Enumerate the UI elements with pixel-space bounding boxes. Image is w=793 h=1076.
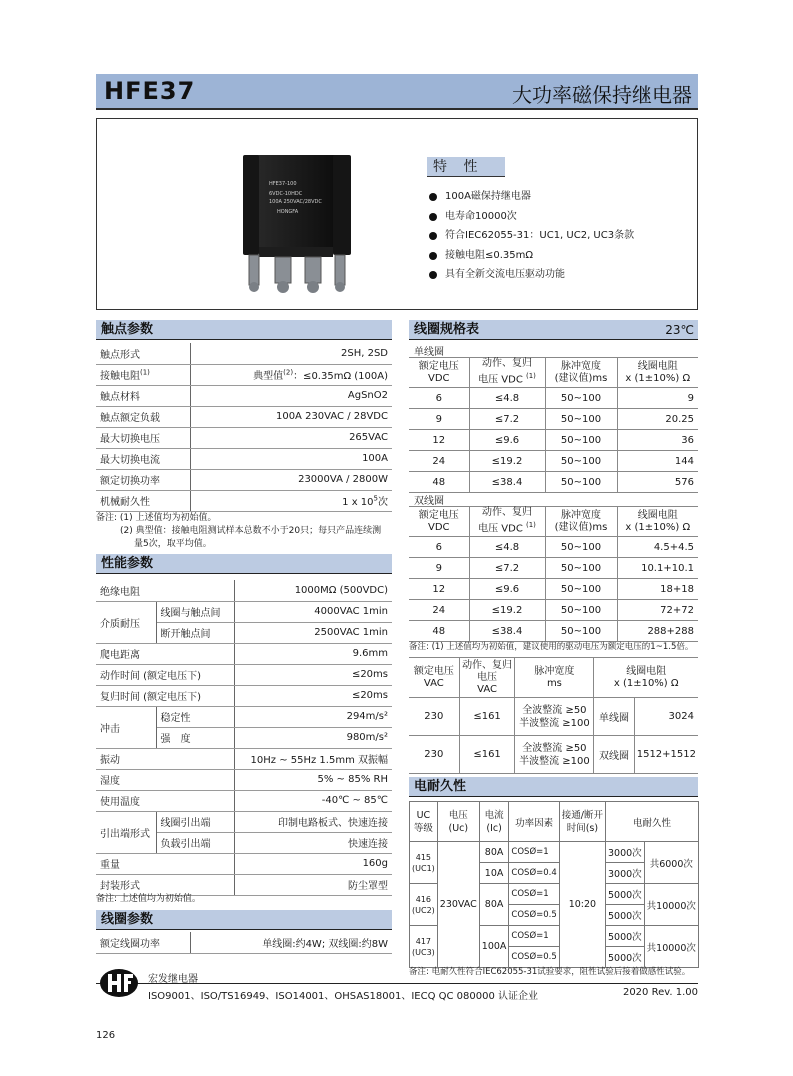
table-row: 6 ≤4.8 50~100 4.5+4.5 bbox=[409, 537, 698, 558]
table-row bbox=[96, 448, 392, 469]
double-coil-table bbox=[409, 506, 698, 642]
param-key: 触点形式 bbox=[96, 343, 190, 364]
single-coil-table bbox=[409, 357, 698, 493]
coil-param-table bbox=[96, 932, 392, 954]
param-key: 复归时间 (额定电压下) bbox=[96, 685, 234, 706]
relay-product-image bbox=[237, 147, 377, 297]
param-value: 单线圈:约4W; 双线圈:约8W bbox=[190, 932, 392, 953]
contact-table bbox=[96, 343, 392, 512]
company-name: 宏发继电器 bbox=[148, 974, 198, 985]
param-subkey: 线圈与触点间 bbox=[156, 601, 234, 622]
hongfa-logo-icon bbox=[99, 968, 139, 998]
page-number: 126 bbox=[96, 1030, 116, 1041]
col-header: 电压 (Uc) bbox=[437, 802, 479, 842]
param-value: 4000VAC 1min bbox=[234, 601, 392, 622]
coil-spec-section-title: 线圈规格表 23℃ bbox=[409, 320, 698, 340]
table-row bbox=[96, 601, 392, 622]
col-header: 额定电压 VAC bbox=[409, 658, 459, 698]
table-row bbox=[96, 469, 392, 490]
param-value: 23000VA / 2800W bbox=[190, 469, 392, 490]
table-row: 48 ≤38.4 50~100 576 bbox=[409, 472, 698, 493]
table-row bbox=[96, 706, 392, 727]
table-row bbox=[96, 853, 392, 874]
col-header: 线圈电阻 x (1±10%) Ω bbox=[617, 358, 698, 388]
table-header-row bbox=[409, 358, 698, 388]
param-value: 2500VAC 1min bbox=[234, 622, 392, 643]
param-key: 接触电阻$^{(1)}$ bbox=[96, 364, 190, 385]
table-row: 417 (UC3) 100A COSØ=1 5000次 共10000次 bbox=[410, 926, 699, 947]
param-key: 重量 bbox=[96, 853, 234, 874]
col-header: 功率因素 bbox=[509, 802, 559, 842]
features-list bbox=[429, 187, 634, 285]
table-row bbox=[96, 811, 392, 832]
param-value: ≤20ms bbox=[234, 664, 392, 685]
product-print-line: 100A 250VAC/28VDC bbox=[269, 199, 322, 205]
durability-table bbox=[409, 801, 699, 968]
table-row: 9 ≤7.2 50~100 20.25 bbox=[409, 409, 698, 430]
table-row: 230 ≤161 全波整流 ≥50 半波整流 ≥100 双线圈 1512+1512 bbox=[409, 736, 698, 774]
table-row bbox=[96, 406, 392, 427]
table-row: 415 (UC1) 230VAC 80A COSØ=1 10:20 3000次 共6000次 bbox=[410, 842, 699, 863]
table-row bbox=[96, 769, 392, 790]
param-key: 绝缘电阻 bbox=[96, 580, 234, 601]
col-header: 额定电压 VDC bbox=[409, 358, 469, 388]
table-row: 10A COSØ=0.4 3000次 bbox=[410, 863, 699, 884]
table-row bbox=[96, 790, 392, 811]
param-subkey: 线圈引出端 bbox=[156, 811, 234, 832]
param-key: 介质耐压 bbox=[96, 601, 156, 643]
feature-item: 具有全新交流电压驱动功能 bbox=[429, 265, 634, 285]
table-row bbox=[96, 874, 392, 895]
param-key: 爬电距离 bbox=[96, 643, 234, 664]
feature-item: 电寿命10000次 bbox=[429, 207, 634, 227]
durability-section-title: 电耐久性 bbox=[409, 777, 698, 797]
param-key: 触点额定负载 bbox=[96, 406, 190, 427]
col-header: 脉冲宽度 (建议值)ms bbox=[545, 507, 617, 537]
contact-section-title: 触点参数 bbox=[96, 320, 392, 340]
product-print-line: HFE37-100 bbox=[269, 181, 297, 187]
coil-param-section-title: 线圈参数 bbox=[96, 910, 392, 930]
certifications: ISO9001、ISO/TS16949、ISO14001、OHSAS18001、IECQ QC 080000 认证企业 bbox=[148, 991, 539, 1002]
param-value: ≤20ms bbox=[234, 685, 392, 706]
table-row bbox=[96, 385, 392, 406]
table-row: 9 ≤7.2 50~100 10.1+10.1 bbox=[409, 558, 698, 579]
param-value: 印制电路板式、快速连接 bbox=[234, 811, 392, 832]
col-header: 线圈电阻 x (1±10%) Ω bbox=[617, 507, 698, 537]
param-key: 额定切换功率 bbox=[96, 469, 190, 490]
param-value: 10Hz ~ 55Hz 1.5mm 双振幅 bbox=[234, 748, 392, 769]
param-key: 动作时间 (额定电压下) bbox=[96, 664, 234, 685]
col-header: 脉冲宽度 (建议值)ms bbox=[545, 358, 617, 388]
table-row bbox=[96, 427, 392, 448]
table-row bbox=[96, 343, 392, 364]
table-row bbox=[96, 490, 392, 511]
param-subkey: 负载引出端 bbox=[156, 832, 234, 853]
param-value: AgSnO2 bbox=[190, 385, 392, 406]
col-header: UC 等级 bbox=[410, 802, 438, 842]
table-row: 12 ≤9.6 50~100 18+18 bbox=[409, 579, 698, 600]
param-key: 振动 bbox=[96, 748, 234, 769]
table-row: COSØ=0.5 5000次 bbox=[410, 947, 699, 968]
table-row: 6 ≤4.8 50~100 9 bbox=[409, 388, 698, 409]
col-header: 脉冲宽度 ms bbox=[515, 658, 594, 698]
table-row bbox=[96, 580, 392, 601]
table-row: 48 ≤38.4 50~100 288+288 bbox=[409, 621, 698, 642]
table-row: 24 ≤19.2 50~100 72+72 bbox=[409, 600, 698, 621]
features-box bbox=[96, 118, 698, 310]
param-value: 防尘罩型 bbox=[234, 874, 392, 895]
col-header: 接通/断开 时间(s) bbox=[559, 802, 605, 842]
param-key: 引出端形式 bbox=[96, 811, 156, 853]
table-header-row bbox=[409, 507, 698, 537]
param-key: 触点材料 bbox=[96, 385, 190, 406]
param-value: 5% ~ 85% RH bbox=[234, 769, 392, 790]
param-value: 980m/s² bbox=[234, 727, 392, 748]
param-subkey: 稳定性 bbox=[156, 706, 234, 727]
param-value: 快速连接 bbox=[234, 832, 392, 853]
param-key: 额定线圈功率 bbox=[96, 932, 190, 953]
features-title: 特 性 bbox=[427, 157, 505, 177]
param-value: -40℃ ~ 85℃ bbox=[234, 790, 392, 811]
performance-note: 备注: 上述值均为初始值。 bbox=[96, 894, 201, 904]
table-row bbox=[96, 664, 392, 685]
param-subkey: 强 度 bbox=[156, 727, 234, 748]
param-value: 1 x $10^5$次 bbox=[190, 490, 392, 511]
table-row: 416 (UC2) 80A COSØ=1 5000次 共10000次 bbox=[410, 884, 699, 905]
param-key: 最大切换电压 bbox=[96, 427, 190, 448]
table-row: 230 ≤161 全波整流 ≥50 半波整流 ≥100 单线圈 3024 bbox=[409, 698, 698, 736]
param-value: 100A 230VAC / 28VDC bbox=[190, 406, 392, 427]
product-print-line: 6VDC-10HDC bbox=[269, 191, 303, 197]
revision: 2020 Rev. 1.00 bbox=[622, 987, 698, 998]
param-value: 265VAC bbox=[190, 427, 392, 448]
col-header: 动作、复归 电压 VDC $^{(1)}$ bbox=[469, 358, 545, 388]
feature-item: 符合IEC62055-31：UC1, UC2, UC3条款 bbox=[429, 226, 634, 246]
param-value: 典型值$^{(2)}$：≤0.35mΩ (100A) bbox=[190, 364, 392, 385]
model-name: HFE37 bbox=[104, 77, 196, 105]
table-row bbox=[96, 748, 392, 769]
param-key: 使用温度 bbox=[96, 790, 234, 811]
param-key: 冲击 bbox=[96, 706, 156, 748]
feature-item: 接触电阻≤0.35mΩ bbox=[429, 246, 634, 266]
single-coil-label: 单线圈 bbox=[414, 347, 444, 358]
param-key: 机械耐久性 bbox=[96, 490, 190, 511]
performance-table bbox=[96, 580, 392, 896]
table-row bbox=[96, 364, 392, 385]
col-header: 动作、复归 电压 VDC $^{(1)}$ bbox=[469, 507, 545, 537]
ac-coil-table bbox=[409, 657, 698, 774]
param-value: 160g bbox=[234, 853, 392, 874]
performance-section-title: 性能参数 bbox=[96, 554, 392, 574]
coil-note: 备注: (1) 上述值均为初始值，建议使用的驱动电压为额定电压的1~1.5倍。 bbox=[409, 642, 694, 652]
param-value: 100A bbox=[190, 448, 392, 469]
param-key: 湿度 bbox=[96, 769, 234, 790]
table-row bbox=[96, 932, 392, 953]
col-header: 额定电压 VDC bbox=[409, 507, 469, 537]
col-header: 电流 (Ic) bbox=[479, 802, 509, 842]
product-print-line: HONGFA bbox=[277, 209, 299, 215]
page-header bbox=[96, 74, 698, 110]
product-title: 大功率磁保持继电器 bbox=[512, 83, 692, 107]
col-header: 动作、复归 电压 VAC bbox=[459, 658, 515, 698]
param-value: 2SH, 2SD bbox=[190, 343, 392, 364]
col-header: 线圈电阻 x (1±10%) Ω bbox=[594, 658, 698, 698]
param-value: 294m/s² bbox=[234, 706, 392, 727]
param-key: 封装形式 bbox=[96, 874, 234, 895]
col-header: 电耐久性 bbox=[605, 802, 698, 842]
table-row: 12 ≤9.6 50~100 36 bbox=[409, 430, 698, 451]
table-row: 24 ≤19.2 50~100 144 bbox=[409, 451, 698, 472]
param-value: 9.6mm bbox=[234, 643, 392, 664]
param-value: 1000MΩ (500VDC) bbox=[234, 580, 392, 601]
coil-temp: 23℃ bbox=[665, 323, 694, 337]
param-key: 最大切换电流 bbox=[96, 448, 190, 469]
table-row bbox=[96, 643, 392, 664]
durability-note: 备注: 电耐久性符合IEC62055-31试验要求，阻性试验后接着做感性试验。 bbox=[409, 967, 691, 977]
contact-notes: 备注: (1) 上述值均为初始值。 (2) 典型值：接触电阻测试样本总数不小于20只；每只产品连续测 量5次，取平均值。 bbox=[96, 513, 382, 549]
table-row bbox=[96, 685, 392, 706]
param-subkey: 断开触点间 bbox=[156, 622, 234, 643]
table-row: COSØ=0.5 5000次 bbox=[410, 905, 699, 926]
table-header-row bbox=[409, 658, 698, 698]
table-header-row bbox=[410, 802, 699, 842]
double-coil-label: 双线圈 bbox=[414, 496, 444, 507]
feature-item: 100A磁保持继电器 bbox=[429, 187, 634, 207]
